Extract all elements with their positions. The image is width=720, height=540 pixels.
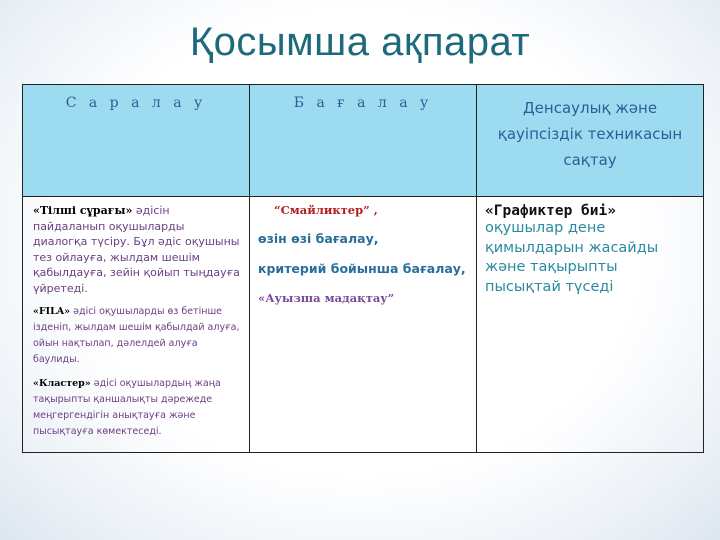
slide-title: Қосымша ақпарат [189,20,531,64]
method-name: «Тілші сұрағы» [33,204,133,217]
cell-assessment [250,197,477,453]
header-health-safety [477,85,704,197]
header-label: С а р а л а у [65,95,207,111]
header-differentiation [23,85,250,197]
method-text: әдісі оқушыларды өз бетінше ізденіп, жылдам шешім қабылдай алуға, ойын нақтылап, дәлелдей алуға баулиды. [33,306,240,365]
method-name: «FILA» [33,306,71,317]
activity-text: оқушылар дене қимылдарын жасайды және тақырыпты пысықтай түседі [485,220,659,295]
header-label: Б а ғ а л а у [293,95,433,111]
self-assessment-text: өзін өзі бағалау, [258,231,379,246]
method-paragraph [33,203,241,296]
table-body-row [23,197,704,453]
method-paragraph [33,304,241,368]
method-name: «Кластер» [33,378,91,389]
cell-health-safety [477,197,704,453]
header-label: Денсаулық және қауіпсіздік техникасын сақтау [497,99,683,169]
method-text: әдісін пайдаланып оқушыларды диалогқа түсіру. Бұл әдіс оқушыны тез ойлауға, жылдам шешім қабылдауға, зейін қойып тыңдауға үйретеді. [33,204,240,295]
criteria-assessment-text: критерий бойынша бағалау, [258,261,466,276]
verbal-praise-text: «Ауызша мадақтау” [258,291,395,305]
cell-differentiation [23,197,250,453]
info-table [22,84,704,453]
table-header-row [23,85,704,197]
smileys-text: “Смайликтер” , [274,203,378,217]
activity-title: «Графиктер биі» [485,203,616,219]
method-paragraph [33,376,241,440]
method-text: әдісі оқушылардың жаңа тақырыпты қаншалықты дәрежеде меңгергендігін анықтауға және пысықтауға көмектеседі. [33,378,221,437]
header-assessment [250,85,477,197]
